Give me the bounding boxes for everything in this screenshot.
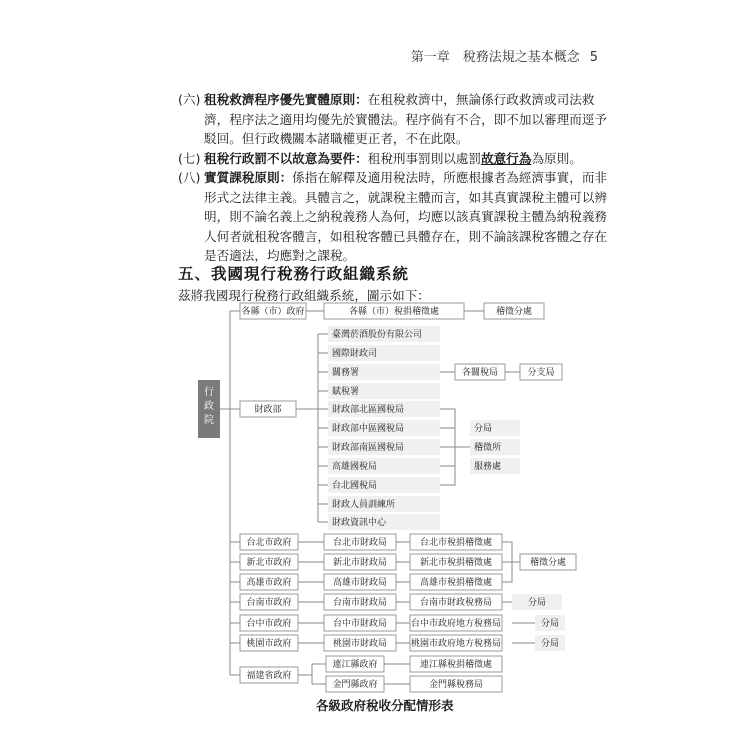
item-number: (七) xyxy=(178,151,201,166)
node-label: 各縣（市）政府 xyxy=(241,307,305,318)
node-label: 稽徵分處 xyxy=(495,307,533,318)
mof-unit-node xyxy=(328,477,440,493)
county-tax-office-node xyxy=(410,676,502,692)
body-line: 濟，程序法之適用均優先於實體法。程序倘有不合，即不加以審理而逕予 xyxy=(204,111,607,127)
node-label: 新北市財政局 xyxy=(332,558,388,569)
node-label: 各縣（市）稅捐稽徵處 xyxy=(348,307,440,318)
node-label: 台北市財政局 xyxy=(332,538,388,549)
node-label: 台北市稅捐稽徵處 xyxy=(419,538,493,549)
mof-unit-node xyxy=(328,364,440,380)
node-label: 台北市政府 xyxy=(246,538,292,549)
node-label: 台南市財政局 xyxy=(332,598,388,609)
customs-sub-node xyxy=(520,364,562,380)
node-label: 高雄市政府 xyxy=(246,578,292,589)
city-branch-node xyxy=(512,594,562,610)
node-label: 高雄國稅局 xyxy=(332,462,378,473)
county-government-node xyxy=(326,656,384,672)
city-office-bracket xyxy=(502,542,520,582)
city-government-node xyxy=(240,635,298,651)
city-tax-office-node xyxy=(410,635,502,651)
page-number: 5 xyxy=(589,50,598,65)
node-label: 服務處 xyxy=(474,462,502,473)
node-label: 財政部 xyxy=(254,405,282,416)
city-branch-office-node xyxy=(520,554,576,570)
county-tax-office-node xyxy=(410,656,502,672)
city-finance-bureau-node xyxy=(324,615,396,631)
node-label: 新北市稅捐稽徵處 xyxy=(419,558,493,569)
node-label: 台中市政府 xyxy=(246,619,292,630)
body-line: 駁回。但行政機關本諸職權更正者，不在此限。 xyxy=(204,131,469,146)
county-government-node xyxy=(326,676,384,692)
node-label: 分支局 xyxy=(527,368,555,379)
separator: ： xyxy=(355,92,368,107)
emphasis-text: 故意行為 xyxy=(481,151,532,166)
node-label: 財政資訊中心 xyxy=(332,518,387,529)
node-label: 稽徵分處 xyxy=(529,558,567,569)
node-label: 財政人員訓練所 xyxy=(332,500,396,511)
section-title: 五、我國現行稅務行政組織系統 xyxy=(178,265,410,283)
node-label: 桃園市政府地方稅務局 xyxy=(410,639,502,650)
principle-title: 租稅行政罰不以故意為要件 xyxy=(204,151,356,166)
city-government-node xyxy=(240,574,298,590)
principle-title: 實質課稅原則 xyxy=(204,170,280,185)
node-label: 高雄市財政局 xyxy=(332,578,388,589)
mof-unit-node xyxy=(328,420,440,436)
node-label: 桃園市政府 xyxy=(246,639,292,650)
node-label: 台南市政府 xyxy=(246,598,292,609)
tax-branch-node xyxy=(470,439,520,455)
node-label: 桃園市財政局 xyxy=(332,639,388,650)
node-label: 高雄市稅捐稽徵處 xyxy=(419,578,493,589)
chart-caption: 各級政府稅收分配情形表 xyxy=(316,698,454,713)
node-label: 財政部北區國稅局 xyxy=(332,405,405,416)
county-tax-office-node xyxy=(324,303,464,319)
mof-unit-node xyxy=(328,401,440,417)
body-line: 人何者就租稅客體言，如租稅客體已具體存在，則不論該課稅客體之存在 xyxy=(204,228,607,244)
customs-branch-node xyxy=(455,364,505,380)
section-intro: 茲將我國現行稅務行政組織系統，圖示如下： xyxy=(178,288,430,303)
body-line: 形式之法律主義。具體言之，就課稅主體而言，如其真實課稅主體可以辨 xyxy=(204,189,607,205)
node-label: 福建省政府 xyxy=(246,671,292,682)
node-label: 國際財政司 xyxy=(332,349,378,360)
chapter-title: 第一章 稅務法規之基本概念 xyxy=(410,50,580,65)
tax-branch-node xyxy=(470,458,520,474)
node-label: 賦稅署 xyxy=(332,387,360,398)
item-number: (八) xyxy=(178,170,201,185)
node-label: 台中市財政局 xyxy=(332,619,388,630)
node-label: 台南市財政稅務局 xyxy=(419,598,493,609)
node-label: 分局 xyxy=(540,619,560,630)
node-label: 各關稅局 xyxy=(461,368,499,379)
city-tax-office-node xyxy=(410,574,502,590)
city-finance-bureau-node xyxy=(324,594,396,610)
node-label: 分局 xyxy=(527,598,547,609)
body-text: 租稅刑事罰則以處罰 xyxy=(367,151,482,166)
node-label: 分局 xyxy=(540,639,560,650)
separator: ： xyxy=(279,170,293,185)
mof-unit-node xyxy=(328,496,440,512)
node-label: 新北市政府 xyxy=(246,558,292,569)
city-government-node xyxy=(240,534,298,550)
city-government-node xyxy=(240,615,298,631)
mof-unit-node xyxy=(328,439,440,455)
city-finance-bureau-node xyxy=(324,554,396,570)
city-tax-office-node xyxy=(410,594,502,610)
root-label-char: 政 xyxy=(204,401,214,412)
item-number: (六) xyxy=(178,92,201,107)
root-label-char: 行 xyxy=(204,387,214,398)
body-text: 為原則。 xyxy=(531,151,582,166)
node-label: 財政部中區國稅局 xyxy=(332,424,405,435)
node-label: 財政部南區國稅局 xyxy=(332,443,405,454)
mof-node xyxy=(240,401,296,417)
county-government-node xyxy=(240,303,306,319)
city-government-node xyxy=(240,594,298,610)
node-label: 連江縣政府 xyxy=(332,660,378,671)
fujian-government-node xyxy=(240,667,298,683)
city-tax-office-node xyxy=(410,534,502,550)
city-finance-bureau-node xyxy=(324,534,396,550)
node-label: 稽徵所 xyxy=(474,443,502,454)
node-label: 分局 xyxy=(474,424,493,435)
fujian-bracket xyxy=(298,664,326,684)
city-tax-office-node xyxy=(410,554,502,570)
separator: ： xyxy=(355,151,368,166)
node-label: 臺灣菸酒股份有限公司 xyxy=(332,330,423,341)
root-label-char: 院 xyxy=(204,415,214,426)
node-label: 台中市政府地方稅務局 xyxy=(410,619,502,630)
tax-branch-node xyxy=(470,420,520,436)
body-line: 在租稅救濟中，無論係行政救濟或司法救 xyxy=(367,92,595,107)
node-label: 關務署 xyxy=(332,368,360,379)
node-label: 台北國稅局 xyxy=(332,481,378,492)
principle-title: 租稅救濟程序優先實體原則 xyxy=(204,92,356,107)
city-branch-node xyxy=(535,615,565,631)
mof-unit-node xyxy=(328,383,440,399)
node-label: 金門縣政府 xyxy=(332,680,378,691)
city-finance-bureau-node xyxy=(324,635,396,651)
body-line: 係指在解釋及適用稅法時，所應根據者為經濟事實，而非 xyxy=(292,170,607,185)
node-label: 金門縣稅務局 xyxy=(428,680,484,691)
city-finance-bureau-node xyxy=(324,574,396,590)
node-label: 連江縣稅捐稽徵處 xyxy=(419,660,493,671)
mof-unit-node xyxy=(328,514,440,530)
mof-unit-node xyxy=(328,345,440,361)
mof-unit-node xyxy=(328,326,440,342)
body-line: 是否適法，均應對之課稅。 xyxy=(204,248,356,263)
root-node xyxy=(198,380,220,438)
county-branch-node xyxy=(484,303,544,319)
tax-bureau-bracket xyxy=(440,409,455,485)
city-branch-node xyxy=(535,635,565,651)
body-line: 明，則不論名義上之納稅義務人為何，均應以該真實課稅主體為納稅義務 xyxy=(204,209,607,224)
mof-unit-node xyxy=(328,458,440,474)
city-government-node xyxy=(240,554,298,570)
city-tax-office-node xyxy=(410,615,502,631)
